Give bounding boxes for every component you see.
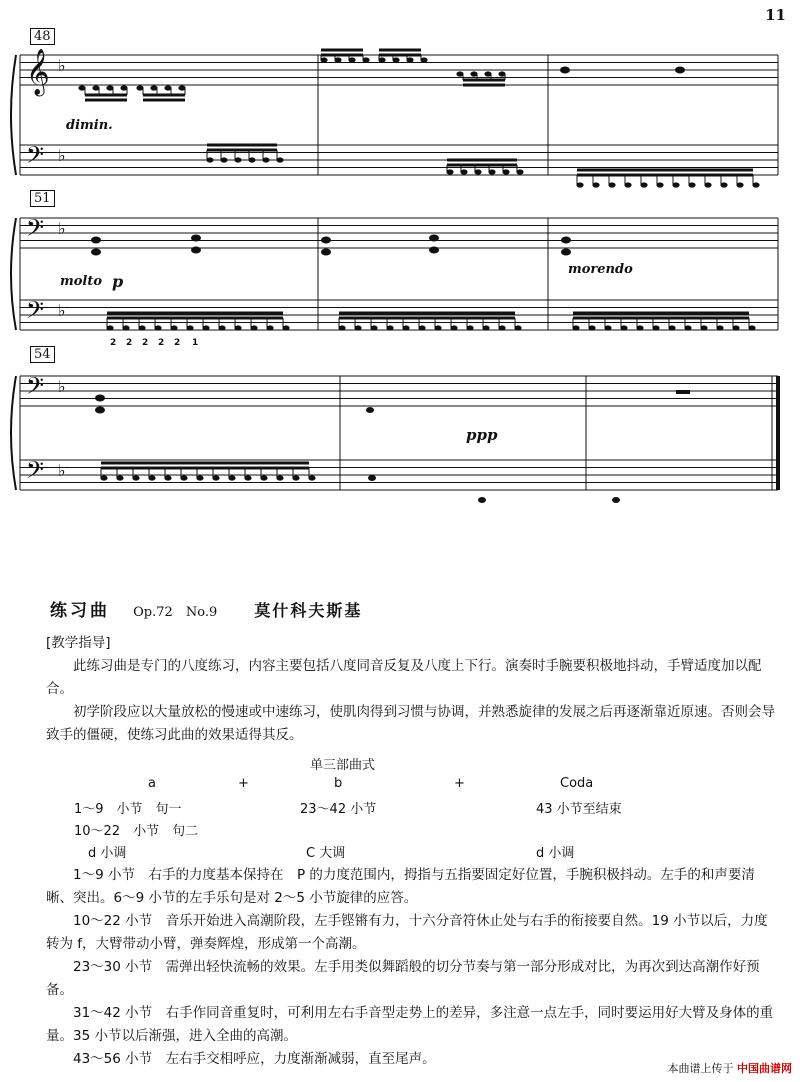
dynamic-p: p [112,272,124,291]
guide-paragraph-2: 初学阶段应以大量放松的慢速或中速练习，使肌肉得到习惯与协调，并熟悉旋律的发展之后再逐渐靠近原速。否则会导致手的僵硬，使练习此曲的效果适得其反。 [46,704,775,743]
chord-note [191,247,201,254]
chord-note [321,237,331,244]
chord-note [95,395,105,402]
chord-note [191,235,201,242]
clef-glyph: 𝄢 [26,214,45,247]
form-a-line-1: 1～9 小节 句一 [74,802,182,817]
section-notes [46,864,776,1071]
clef-glyph: 𝄢 [26,372,45,405]
chord-note [95,407,105,414]
key-signature-flat: ♭ [58,377,66,396]
plus-sign-2: + [454,776,465,791]
dynamic-dimin: dimin. [66,118,113,133]
form-b-line-1: 23～42 小节 [300,802,377,817]
composer-name: 莫什科夫斯基 [254,601,363,620]
note-paragraph: 43～56 小节 左右手交相呼应，力度渐渐减弱，直至尾声。 [73,1051,436,1067]
key-signature-flat: ♭ [58,146,66,165]
note-paragraph: 10～22 小节 音乐开始进入高潮阶段，左手铿锵有力，十六分音符休止处与右手的衔接要自然。19 小节以后，力度转为 f，大臂带动小臂，弹奏辉煌，形成第一个高潮。 [46,913,768,952]
dynamic-molto: molto [60,274,103,289]
chord-note [321,249,331,256]
chord-note [429,235,439,242]
measure-number-54: 54 [30,346,55,363]
note-head [366,407,374,413]
note-paragraph: 1～9 小节 右手的力度基本保持在 P 的力度范围内，拇指与五指要固定好位置，手腕积极抖动。左手的和声要清晰、突出。6～9 小节的左手乐句是对 2～5 小节旋律的应答。 [46,867,755,906]
footer-text: 本曲谱上传于 [667,1062,734,1075]
key-signature-flat: ♭ [58,461,66,480]
fingering-row [110,338,208,348]
fingering-digit: 1 [192,338,199,348]
measure-number-51: 51 [30,190,55,207]
chord-note [91,249,101,256]
clef-glyph: 𝄢 [26,456,45,489]
piece-title-row [50,596,750,621]
dynamic-morendo: morendo [568,262,633,277]
note-head [478,497,486,503]
clef-glyph: 𝄢 [26,296,45,329]
page-number: 11 [765,6,786,24]
form-a-key: d 小调 [88,846,127,861]
whole-rest [676,390,690,394]
note-paragraph: 31～42 小节 右手作同音重复时，可利用左右手音型走势上的差异，多注意一点左手，同时要运用好大臂及身体的重量。35 小节以后渐强，进入全曲的高潮。 [46,1005,774,1044]
section-b: b [334,776,343,791]
key-signature-flat: ♭ [58,219,66,238]
opus-number: Op.72 [133,605,173,620]
chord-note [429,247,439,254]
measure-number-48: 48 [30,28,55,45]
section-coda: Coda [560,776,594,791]
fingering-digit: 2 [142,338,149,348]
note-paragraph: 23～30 小节 需弹出轻快流畅的效果。左手用类似舞蹈般的切分节奏与第一部分形成对比，为再次到达高潮作好预备。 [46,959,760,998]
form-b-key: C 大调 [306,846,346,861]
fingering-digit: 2 [126,338,133,348]
chord-note [561,249,571,256]
clef-glyph: 𝄢 [26,141,45,174]
system-brace [11,376,16,490]
footer-watermark [668,1060,793,1076]
form-title: 单三部曲式 [310,758,376,773]
clef-glyph: 𝄞 [26,49,50,95]
form-coda-line-1: 43 小节至结束 [536,802,622,817]
note-head [612,497,620,503]
key-signature-flat: ♭ [58,56,66,75]
site-logo: 中国曲谱网 [737,1062,792,1075]
system-brace [11,218,16,330]
chord-note [675,67,685,74]
note-head [368,475,376,481]
chord-note [560,67,570,74]
guide-heading: [教学指导] [46,635,111,651]
fingering-digit: 2 [110,338,117,348]
piece-title: 练习曲 [50,601,110,621]
dynamic-ppp: ppp [466,426,498,444]
system-brace [11,55,16,175]
guide-paragraph-1: 此练习曲是专门的八度练习，内容主要包括八度同音反复及八度上下行。演奏时手腕要积极地抖动，手臂适度加以配合。 [46,658,762,697]
fingering-digit: 2 [158,338,165,348]
fingering-digit: 2 [174,338,181,348]
plus-sign-1: + [238,776,249,791]
form-coda-key: d 小调 [536,846,575,861]
piece-number: No.9 [185,605,218,620]
form-a-line-2: 10～22 小节 句二 [74,824,199,839]
chord-note [561,237,571,244]
guide-intro [46,655,776,747]
chord-note [91,237,101,244]
section-a: a [148,776,156,791]
key-signature-flat: ♭ [58,301,66,320]
